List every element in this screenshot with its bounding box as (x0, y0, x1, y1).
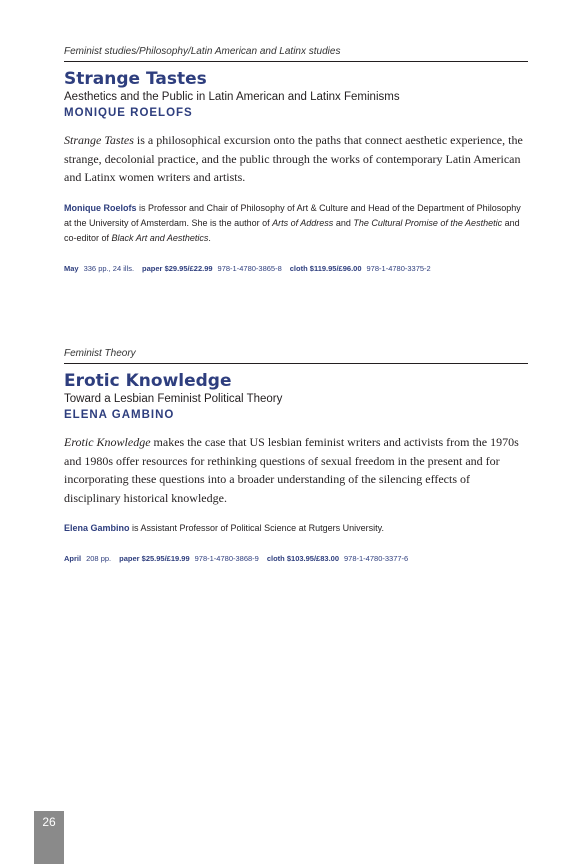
book-description (64, 433, 528, 507)
bio-text: is Assistant Professor of Political Science at Rutgers University. (129, 523, 384, 533)
book-title: Strange Tastes (64, 69, 207, 89)
author-bio (64, 521, 528, 536)
pub-month: April (64, 554, 82, 563)
bio-work-title: Arts of Address (272, 217, 334, 228)
description-lead-title: Erotic Knowledge (64, 435, 151, 449)
cloth-label: cloth (289, 263, 308, 273)
bio-text: and (333, 217, 354, 228)
bio-text: . (208, 232, 211, 243)
bio-author-name: Elena Gambino (64, 523, 130, 533)
description-text: is a philosophical excursion onto the paths that connect aesthetic experience, the strange, decolonial practice, and the public through the works of contemporary Latin American and Latinx women writers and artists. (64, 133, 523, 184)
author-bio (64, 201, 528, 246)
page-number: 26 (42, 815, 56, 829)
paper-label: paper (119, 554, 140, 563)
paper-isbn: 978-1-4780-3868-9 (194, 554, 259, 563)
bio-work-title: The Cultural Promise of the Aesthetic (353, 217, 503, 228)
cloth-price: $119.95/£96.00 (309, 263, 362, 273)
bio-work-title: Black Art and Aesthetics (111, 232, 209, 243)
book-author: ELENA GAMBINO (64, 409, 175, 421)
bio-text: is Professor and Chair of Philosophy of Art & Culture and Head of the Department of Philosophy at the University of Amsterdam. She is the author of (64, 202, 521, 228)
publication-details (64, 264, 528, 274)
book-subtitle: Aesthetics and the Public in Latin American and Latinx Feminisms (64, 91, 400, 103)
cloth-isbn: 978-1-4780-3377-6 (344, 554, 409, 563)
paper-label: paper (142, 263, 163, 273)
description-text: makes the case that US lesbian feminist writers and activists from the 1970s and 1980s offer resources for rethinking questions of sexual freedom in the present and for incorporating these questions into a broader understanding of the silencing effects of disciplinary historical knowledge. (64, 435, 519, 505)
paper-price: $25.95/£19.99 (141, 554, 190, 563)
bio-author-name: Monique Roelofs (64, 202, 137, 213)
paper-price: $29.95/£22.99 (164, 263, 213, 273)
pub-pages: 208 pp. (86, 554, 112, 563)
category-line: Feminist studies/Philosophy/Latin American and Latinx studies (64, 46, 528, 62)
page-number-tab (34, 811, 64, 864)
catalog-entry-erotic-knowledge (64, 348, 528, 564)
pub-month: May (64, 263, 79, 273)
catalog-entry-strange-tastes (64, 46, 528, 274)
category-line: Feminist Theory (64, 348, 528, 364)
book-subtitle: Toward a Lesbian Feminist Political Theory (64, 393, 283, 405)
cloth-label: cloth (266, 554, 285, 563)
book-description (64, 131, 528, 187)
bio-text: and co-editor of (64, 217, 520, 243)
paper-isbn: 978-1-4780-3865-8 (217, 263, 282, 273)
pub-pages: 336 pp., 24 ills. (83, 263, 135, 273)
publication-details (64, 554, 528, 564)
book-author: MONIQUE ROELOFS (64, 107, 193, 119)
cloth-price: $103.95/£83.00 (286, 554, 339, 563)
description-lead-title: Strange Tastes (64, 133, 134, 147)
cloth-isbn: 978-1-4780-3375-2 (366, 263, 431, 273)
book-title: Erotic Knowledge (64, 371, 232, 391)
